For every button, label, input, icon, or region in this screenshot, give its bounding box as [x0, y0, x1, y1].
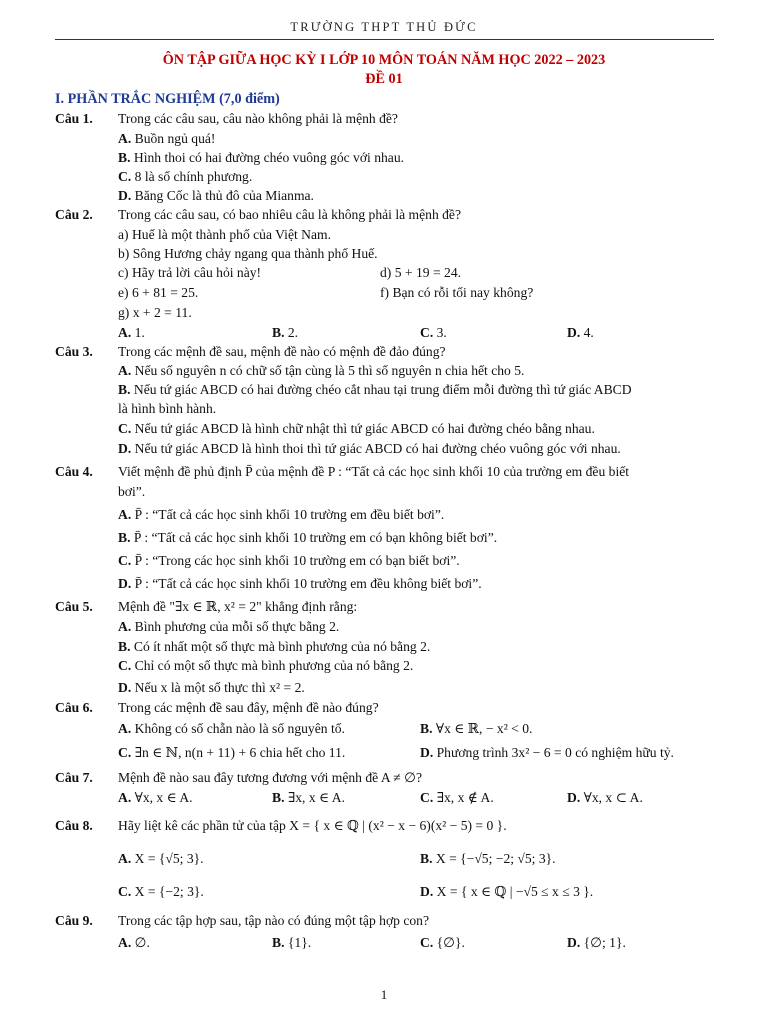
question-2-item-f: f) Bạn có rỗi tối nay không? — [380, 285, 534, 300]
question-4-option-b: B. P̄ : “Tất cả các học sinh khối 10 trường em có bạn không biết bơi”. — [118, 530, 498, 545]
question-3-option-b: B. Nếu tứ giác ABCD có hai đường chéo cắt nhau tại trung điểm mỗi đường thì tứ giác ABCD — [118, 382, 632, 397]
question-4-stem: Viết mệnh đề phủ định P̄ của mệnh đề P : “Tất cả các học sinh khối 10 của trường em đều biết — [118, 464, 630, 479]
question-5-stem: Mệnh đề "∃x ∈ ℝ, x² = 2" khẳng định rằng: — [118, 599, 358, 614]
question-7-option-d: D. ∀x, x ⊂ A. — [567, 790, 643, 805]
question-5-option-d: D. Nếu x là một số thực thì x² = 2. — [118, 680, 305, 695]
question-1-option-b: B. Hình thoi có hai đường chéo vuông góc với nhau. — [118, 150, 405, 165]
question-9-stem: Trong các tập hợp sau, tập nào có đúng một tập hợp con? — [118, 913, 429, 928]
exam-code: ĐỀ 01 — [365, 71, 403, 87]
question-2-item-b: b) Sông Hương chảy ngang qua thành phố Huế. — [118, 246, 378, 261]
school-header: TRƯỜNG THPT THỦ ĐỨC — [290, 20, 478, 34]
question-8-label: Câu 8. — [55, 818, 93, 833]
question-9-option-b: B. {1}. — [272, 935, 312, 950]
question-2-option-c: C. 3. — [420, 325, 447, 340]
question-1-option-d: D. Băng Cốc là thủ đô của Mianma. — [118, 188, 314, 203]
question-6-option-d: D. Phương trình 3x² − 6 = 0 có nghiệm hữu tỷ. — [420, 745, 674, 760]
question-6-stem: Trong các mệnh đề sau đây, mệnh đề nào đúng? — [118, 700, 379, 715]
question-9-option-a: A. ∅. — [118, 935, 150, 950]
question-3-option-d: D. Nếu tứ giác ABCD là hình thoi thì tứ giác ABCD có hai đường chéo vuông góc với nhau. — [118, 441, 621, 456]
question-1-label: Câu 1. — [55, 111, 93, 126]
question-3-option-a: A. Nếu số nguyên n có chữ số tận cùng là 5 thì số nguyên n chia hết cho 5. — [118, 363, 525, 378]
question-8-option-b: B. X = {−√5; −2; √5; 3}. — [420, 851, 556, 866]
question-2-item-e: e) 6 + 81 = 25. — [118, 285, 199, 300]
question-6-option-b: B. ∀x ∈ ℝ, − x² < 0. — [420, 721, 533, 736]
question-3-option-b-cont: là hình bình hành. — [118, 401, 217, 416]
question-5-option-a: A. Bình phương của mỗi số thực bằng 2. — [118, 619, 340, 634]
question-4-option-d: D. P̄ : “Tất cả các học sinh khối 10 trường em đều không biết bơi”. — [118, 576, 482, 591]
question-1-option-a: A. Buồn ngủ quá! — [118, 131, 216, 146]
question-4-label: Câu 4. — [55, 464, 93, 479]
question-1-stem: Trong các câu sau, câu nào không phải là mệnh đề? — [118, 111, 398, 126]
question-2-item-g: g) x + 2 = 11. — [118, 305, 192, 320]
question-4-stem-cont: bơi”. — [118, 484, 146, 499]
question-6-label: Câu 6. — [55, 700, 93, 715]
question-7-stem: Mệnh đề nào sau đây tương đương với mệnh đề A ≠ ∅? — [118, 770, 423, 785]
question-7-label: Câu 7. — [55, 770, 93, 785]
header-divider — [55, 39, 714, 40]
question-1-option-c: C. 8 là số chính phương. — [118, 169, 253, 184]
question-9-option-d: D. {∅; 1}. — [567, 935, 626, 950]
question-5-option-c: C. Chỉ có một số thực mà bình phương của nó bằng 2. — [118, 658, 414, 673]
question-4-option-a: A. P̄ : “Tất cả các học sinh khối 10 trường em đều biết bơi”. — [118, 507, 445, 522]
question-2-item-c: c) Hãy trả lời câu hỏi này! — [118, 265, 262, 280]
question-2-stem: Trong các câu sau, có bao nhiêu câu là không phải là mệnh đề? — [118, 207, 462, 222]
question-8-option-a: A. X = {√5; 3}. — [118, 851, 204, 866]
question-2-option-d: D. 4. — [567, 325, 594, 340]
question-2-item-d: d) 5 + 19 = 24. — [380, 265, 462, 280]
question-3-stem: Trong các mệnh đề sau, mệnh đề nào có mệnh đề đảo đúng? — [118, 344, 446, 359]
question-6-option-a: A. Không có số chẵn nào là số nguyên tố. — [118, 721, 345, 736]
question-9-option-c: C. {∅}. — [420, 935, 465, 950]
question-3-option-c: C. Nếu tứ giác ABCD là hình chữ nhật thì tứ giác ABCD có hai đường chéo bằng nhau. — [118, 421, 595, 436]
question-7-option-b: B. ∃x, x ∈ A. — [272, 790, 345, 805]
question-5-option-b: B. Có ít nhất một số thực mà bình phương của nó bằng 2. — [118, 639, 431, 654]
question-8-stem: Hãy liệt kê các phần tử của tập X = { x ∈ ℚ | (x² − x − 6)(x² − 5) = 0 }. — [118, 818, 507, 833]
question-8-option-c: C. X = {−2; 3}. — [118, 884, 204, 899]
question-9-label: Câu 9. — [55, 913, 93, 928]
exam-title: ÔN TẬP GIỮA HỌC KỲ I LỚP 10 MÔN TOÁN NĂM HỌC 2022 – 2023 — [162, 52, 606, 68]
question-2-item-a: a) Huế là một thành phố của Việt Nam. — [118, 227, 331, 242]
page-number: 1 — [380, 987, 388, 1002]
question-2-option-a: A. 1. — [118, 325, 145, 340]
question-5-label: Câu 5. — [55, 599, 93, 614]
question-3-label: Câu 3. — [55, 344, 93, 359]
question-4-option-c: C. P̄ : “Trong các học sinh khối 10 trường em có bạn biết bơi”. — [118, 553, 460, 568]
question-6-option-c: C. ∃n ∈ ℕ, n(n + 11) + 6 chia hết cho 11. — [118, 745, 346, 760]
question-8-option-d: D. X = { x ∈ ℚ | −√5 ≤ x ≤ 3 }. — [420, 884, 594, 899]
question-7-option-c: C. ∃x, x ∉ A. — [420, 790, 494, 805]
question-2-label: Câu 2. — [55, 207, 93, 222]
question-7-option-a: A. ∀x, x ∈ A. — [118, 790, 193, 805]
section-heading: I. PHẦN TRẮC NGHIỆM (7,0 điểm) — [55, 91, 280, 107]
question-2-option-b: B. 2. — [272, 325, 299, 340]
